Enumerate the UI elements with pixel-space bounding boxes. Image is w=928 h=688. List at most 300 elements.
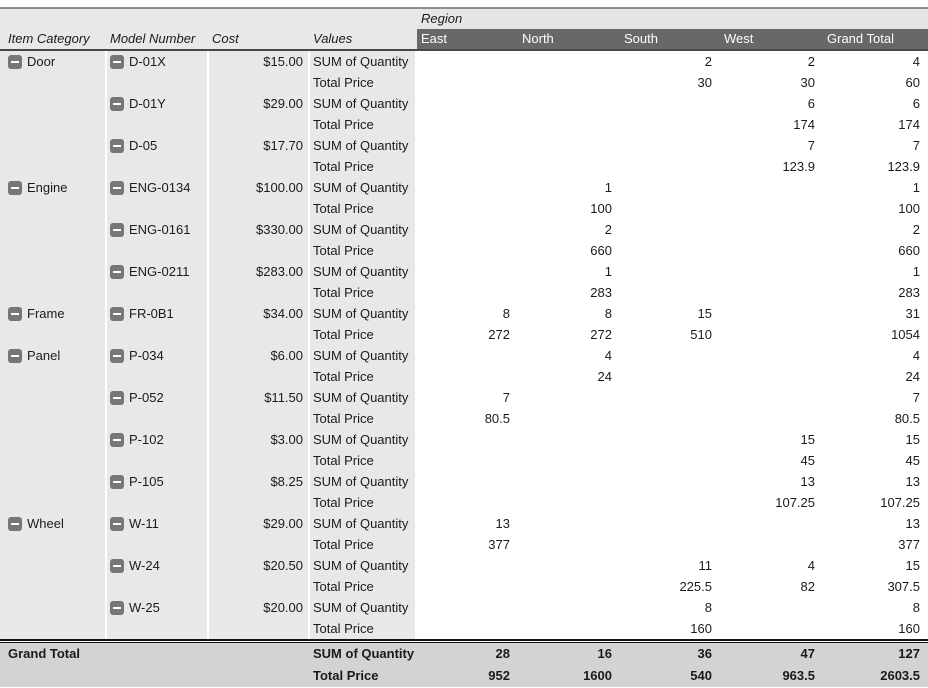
category-cell xyxy=(0,387,107,408)
value-cell-grand-total: 123.9 xyxy=(823,156,928,177)
value-cell-north: 660 xyxy=(518,240,620,261)
header-east: East xyxy=(417,29,518,49)
model-cell xyxy=(107,471,209,492)
header-row xyxy=(0,29,928,51)
value-cell-east xyxy=(417,156,518,177)
values-label-cell: Total Price xyxy=(310,324,417,345)
cost-cell-empty xyxy=(209,618,310,639)
minus-icon xyxy=(113,397,121,399)
quantity-row xyxy=(0,471,928,492)
value-cell-west xyxy=(720,597,823,618)
values-label-cell: Total Price xyxy=(310,114,417,135)
value-cell-south xyxy=(620,408,720,429)
pivot-table xyxy=(0,7,928,687)
cost-cell: $283.00 xyxy=(209,261,310,282)
model-label: D-01X xyxy=(129,54,166,69)
value-cell-north xyxy=(518,597,620,618)
model-cell-empty xyxy=(107,408,209,429)
header-grand-total: Grand Total xyxy=(823,29,928,49)
value-cell-west: 13 xyxy=(720,471,823,492)
price-row xyxy=(0,408,928,429)
category-label: Wheel xyxy=(27,516,64,531)
price-row xyxy=(0,156,928,177)
value-cell-south xyxy=(620,261,720,282)
minus-icon xyxy=(113,271,121,273)
category-cell xyxy=(0,93,107,114)
header-cost: Cost xyxy=(209,29,310,49)
value-cell-grand-total: 7 xyxy=(823,387,928,408)
value-cell-west xyxy=(720,408,823,429)
value-cell-north: 272 xyxy=(518,324,620,345)
value-cell-north xyxy=(518,156,620,177)
grand-total-quantity-row xyxy=(0,643,928,665)
value-cell-north xyxy=(518,408,620,429)
value-cell-south xyxy=(620,219,720,240)
value-cell-east xyxy=(417,261,518,282)
price-row xyxy=(0,282,928,303)
category-label: Door xyxy=(27,54,56,69)
value-cell-east: 377 xyxy=(417,534,518,555)
category-cell xyxy=(0,135,107,156)
minus-icon xyxy=(11,187,19,189)
value-cell-grand-total: 2 xyxy=(823,219,928,240)
price-row xyxy=(0,366,928,387)
model-cell-empty xyxy=(107,534,209,555)
values-label-cell: Total Price xyxy=(310,618,417,639)
cost-cell: $20.00 xyxy=(209,597,310,618)
values-label-cell: Total Price xyxy=(310,576,417,597)
model-label: FR-0B1 xyxy=(129,306,174,321)
model-label: W-24 xyxy=(129,558,160,573)
category-cell xyxy=(0,513,107,534)
cost-cell: $20.50 xyxy=(209,555,310,576)
header-model-number: Model Number xyxy=(107,29,209,49)
quantity-row xyxy=(0,387,928,408)
value-cell-south xyxy=(620,177,720,198)
cost-cell-empty xyxy=(209,198,310,219)
grand-total-price-total: 2603.5 xyxy=(823,665,928,687)
price-row xyxy=(0,492,928,513)
value-cell-east xyxy=(417,51,518,72)
category-cell-empty xyxy=(0,534,107,555)
category-cell-empty xyxy=(0,324,107,345)
collapse-model-button[interactable] xyxy=(110,559,124,573)
minus-icon xyxy=(113,313,121,315)
category-cell xyxy=(0,597,107,618)
cost-cell: $100.00 xyxy=(209,177,310,198)
values-label-cell: SUM of Quantity xyxy=(310,555,417,576)
category-cell xyxy=(0,471,107,492)
values-label-cell: SUM of Quantity xyxy=(310,513,417,534)
values-label-cell: SUM of Quantity xyxy=(310,303,417,324)
model-label: D-05 xyxy=(129,138,158,153)
value-cell-grand-total: 377 xyxy=(823,534,928,555)
category-cell xyxy=(0,51,107,72)
values-label-cell: Total Price xyxy=(310,534,417,555)
category-cell-empty xyxy=(0,450,107,471)
value-cell-south: 11 xyxy=(620,555,720,576)
value-cell-east xyxy=(417,198,518,219)
collapse-model-button[interactable] xyxy=(110,433,124,447)
category-cell xyxy=(0,261,107,282)
value-cell-west xyxy=(720,198,823,219)
value-cell-west: 7 xyxy=(720,135,823,156)
value-cell-west: 107.25 xyxy=(720,492,823,513)
value-cell-east xyxy=(417,282,518,303)
value-cell-grand-total: 4 xyxy=(823,51,928,72)
collapse-model-button[interactable] xyxy=(110,391,124,405)
cost-cell: $3.00 xyxy=(209,429,310,450)
value-cell-west xyxy=(720,618,823,639)
value-cell-north xyxy=(518,534,620,555)
values-label-cell: SUM of Quantity xyxy=(310,219,417,240)
value-cell-east xyxy=(417,93,518,114)
value-cell-south: 15 xyxy=(620,303,720,324)
value-cell-east xyxy=(417,492,518,513)
cost-cell-empty xyxy=(209,366,310,387)
value-cell-west: 82 xyxy=(720,576,823,597)
value-cell-south xyxy=(620,513,720,534)
model-label: W-25 xyxy=(129,600,160,615)
value-cell-east xyxy=(417,597,518,618)
cost-cell: $17.70 xyxy=(209,135,310,156)
grand-total-label: Grand Total xyxy=(0,643,107,665)
value-cell-west xyxy=(720,240,823,261)
cost-cell-empty xyxy=(209,72,310,93)
category-cell-empty xyxy=(0,72,107,93)
value-cell-grand-total: 174 xyxy=(823,114,928,135)
values-label-cell: SUM of Quantity xyxy=(310,345,417,366)
values-label-cell: SUM of Quantity xyxy=(310,261,417,282)
category-label: Panel xyxy=(27,348,61,363)
collapse-model-button[interactable] xyxy=(110,349,124,363)
value-cell-west xyxy=(720,303,823,324)
category-cell-empty xyxy=(0,366,107,387)
value-cell-west: 15 xyxy=(720,429,823,450)
cost-cell-empty xyxy=(209,324,310,345)
collapse-category-button[interactable] xyxy=(8,307,22,321)
grand-total-price-north: 1600 xyxy=(518,665,620,687)
category-cell xyxy=(0,429,107,450)
minus-icon xyxy=(11,313,19,315)
category-cell-empty xyxy=(0,492,107,513)
value-cell-north xyxy=(518,492,620,513)
minus-icon xyxy=(113,103,121,105)
value-cell-east xyxy=(417,345,518,366)
cost-cell: $6.00 xyxy=(209,345,310,366)
quantity-row xyxy=(0,513,928,534)
model-cell xyxy=(107,51,209,72)
value-cell-west xyxy=(720,366,823,387)
grand-total-quantity-label: SUM of Quantity xyxy=(310,643,417,665)
model-label: ENG-0134 xyxy=(129,180,191,195)
quantity-row xyxy=(0,345,928,366)
value-cell-west xyxy=(720,387,823,408)
value-cell-grand-total: 1 xyxy=(823,261,928,282)
value-cell-south: 510 xyxy=(620,324,720,345)
model-cell xyxy=(107,555,209,576)
cost-cell-empty xyxy=(209,450,310,471)
model-cell xyxy=(107,303,209,324)
model-cell-empty xyxy=(107,282,209,303)
quantity-row xyxy=(0,303,928,324)
value-cell-south xyxy=(620,345,720,366)
values-label-cell: SUM of Quantity xyxy=(310,471,417,492)
category-label: Frame xyxy=(27,306,65,321)
collapse-model-button[interactable] xyxy=(110,601,124,615)
cost-cell-empty xyxy=(209,492,310,513)
value-cell-north xyxy=(518,471,620,492)
value-cell-south xyxy=(620,156,720,177)
value-cell-west xyxy=(720,219,823,240)
values-label-cell: Total Price xyxy=(310,156,417,177)
value-cell-grand-total: 15 xyxy=(823,555,928,576)
value-cell-grand-total: 7 xyxy=(823,135,928,156)
grand-total-price-label: Total Price xyxy=(310,665,417,687)
category-cell-empty xyxy=(0,618,107,639)
minus-icon xyxy=(113,61,121,63)
collapse-category-button[interactable] xyxy=(8,55,22,69)
model-cell xyxy=(107,261,209,282)
value-cell-south xyxy=(620,282,720,303)
quantity-row xyxy=(0,261,928,282)
value-cell-east xyxy=(417,240,518,261)
grand-total-qty-east: 28 xyxy=(417,643,518,665)
value-cell-south xyxy=(620,534,720,555)
value-cell-grand-total: 160 xyxy=(823,618,928,639)
quantity-row xyxy=(0,51,928,72)
cost-cell: $34.00 xyxy=(209,303,310,324)
price-row xyxy=(0,450,928,471)
value-cell-north xyxy=(518,387,620,408)
cost-cell-empty xyxy=(209,408,310,429)
value-cell-south xyxy=(620,471,720,492)
values-label-cell: SUM of Quantity xyxy=(310,177,417,198)
value-cell-north xyxy=(518,450,620,471)
quantity-row xyxy=(0,555,928,576)
value-cell-east xyxy=(417,471,518,492)
price-row xyxy=(0,618,928,639)
values-label-cell: Total Price xyxy=(310,282,417,303)
value-cell-grand-total: 80.5 xyxy=(823,408,928,429)
value-cell-south: 160 xyxy=(620,618,720,639)
value-cell-east: 272 xyxy=(417,324,518,345)
values-label-cell: SUM of Quantity xyxy=(310,135,417,156)
value-cell-east xyxy=(417,555,518,576)
category-cell-empty xyxy=(0,576,107,597)
value-cell-west xyxy=(720,345,823,366)
category-label: Engine xyxy=(27,180,68,195)
header-item-category: Item Category xyxy=(0,29,107,49)
price-row xyxy=(0,324,928,345)
category-cell xyxy=(0,177,107,198)
model-label: ENG-0161 xyxy=(129,222,191,237)
cost-cell: $29.00 xyxy=(209,93,310,114)
model-label: P-105 xyxy=(129,474,164,489)
price-row xyxy=(0,198,928,219)
region-label: Region xyxy=(417,9,928,29)
values-label-cell: Total Price xyxy=(310,366,417,387)
value-cell-south xyxy=(620,114,720,135)
values-label-cell: Total Price xyxy=(310,492,417,513)
value-cell-grand-total: 15 xyxy=(823,429,928,450)
collapse-model-button[interactable] xyxy=(110,475,124,489)
cost-cell: $330.00 xyxy=(209,219,310,240)
grand-total-price-row xyxy=(0,665,928,687)
value-cell-north xyxy=(518,576,620,597)
collapse-category-button[interactable] xyxy=(8,181,22,195)
value-cell-east xyxy=(417,429,518,450)
cost-cell: $8.25 xyxy=(209,471,310,492)
minus-icon xyxy=(113,481,121,483)
value-cell-north xyxy=(518,93,620,114)
collapse-category-button[interactable] xyxy=(8,349,22,363)
value-cell-west: 6 xyxy=(720,93,823,114)
category-cell-empty xyxy=(0,114,107,135)
value-cell-west: 2 xyxy=(720,51,823,72)
model-label: P-102 xyxy=(129,432,164,447)
value-cell-north xyxy=(518,114,620,135)
cost-cell-empty xyxy=(209,534,310,555)
quantity-row xyxy=(0,177,928,198)
collapse-model-button[interactable] xyxy=(110,517,124,531)
value-cell-west: 123.9 xyxy=(720,156,823,177)
model-label: ENG-0211 xyxy=(129,264,190,279)
value-cell-north xyxy=(518,555,620,576)
value-cell-east: 80.5 xyxy=(417,408,518,429)
category-cell xyxy=(0,555,107,576)
values-label-cell: Total Price xyxy=(310,240,417,261)
value-cell-east xyxy=(417,177,518,198)
value-cell-grand-total: 24 xyxy=(823,366,928,387)
quantity-row xyxy=(0,597,928,618)
price-row xyxy=(0,240,928,261)
quantity-row xyxy=(0,135,928,156)
minus-icon xyxy=(11,61,19,63)
minus-icon xyxy=(11,355,19,357)
collapse-model-button[interactable] xyxy=(110,139,124,153)
collapse-model-button[interactable] xyxy=(110,307,124,321)
value-cell-north xyxy=(518,135,620,156)
value-cell-north xyxy=(518,618,620,639)
category-cell xyxy=(0,345,107,366)
minus-icon xyxy=(113,607,121,609)
model-label: P-052 xyxy=(129,390,164,405)
value-cell-grand-total: 283 xyxy=(823,282,928,303)
value-cell-grand-total: 1054 xyxy=(823,324,928,345)
values-label-cell: Total Price xyxy=(310,72,417,93)
collapse-model-button[interactable] xyxy=(110,97,124,111)
cost-cell-empty xyxy=(209,240,310,261)
cost-cell-empty xyxy=(209,114,310,135)
model-cell xyxy=(107,345,209,366)
value-cell-north: 100 xyxy=(518,198,620,219)
values-label-cell: SUM of Quantity xyxy=(310,387,417,408)
value-cell-grand-total: 100 xyxy=(823,198,928,219)
model-cell xyxy=(107,597,209,618)
value-cell-north: 283 xyxy=(518,282,620,303)
price-row xyxy=(0,534,928,555)
value-cell-south xyxy=(620,198,720,219)
region-row-left-spacer xyxy=(0,9,417,29)
minus-icon xyxy=(113,355,121,357)
collapse-model-button[interactable] xyxy=(110,223,124,237)
header-north: North xyxy=(518,29,620,49)
grand-total-price-east: 952 xyxy=(417,665,518,687)
cost-cell-empty xyxy=(209,576,310,597)
value-cell-west xyxy=(720,177,823,198)
model-cell-empty xyxy=(107,324,209,345)
value-cell-grand-total: 8 xyxy=(823,597,928,618)
value-cell-west: 174 xyxy=(720,114,823,135)
collapse-model-button[interactable] xyxy=(110,265,124,279)
model-cell xyxy=(107,219,209,240)
value-cell-south xyxy=(620,492,720,513)
value-cell-grand-total: 13 xyxy=(823,513,928,534)
model-cell xyxy=(107,387,209,408)
value-cell-west xyxy=(720,513,823,534)
values-label-cell: SUM of Quantity xyxy=(310,51,417,72)
model-cell-empty xyxy=(107,450,209,471)
model-cell-empty xyxy=(107,156,209,177)
collapse-model-button[interactable] xyxy=(110,55,124,69)
value-cell-west xyxy=(720,282,823,303)
cost-cell: $15.00 xyxy=(209,51,310,72)
model-cell xyxy=(107,93,209,114)
price-row xyxy=(0,72,928,93)
value-cell-east xyxy=(417,366,518,387)
value-cell-grand-total: 307.5 xyxy=(823,576,928,597)
value-cell-north xyxy=(518,513,620,534)
value-cell-west xyxy=(720,261,823,282)
value-cell-east xyxy=(417,450,518,471)
grand-total-qty-south: 36 xyxy=(620,643,720,665)
value-cell-west xyxy=(720,324,823,345)
cost-cell-empty xyxy=(209,282,310,303)
value-cell-north: 4 xyxy=(518,345,620,366)
value-cell-south: 30 xyxy=(620,72,720,93)
model-cell-empty xyxy=(107,72,209,93)
price-row xyxy=(0,576,928,597)
value-cell-south xyxy=(620,429,720,450)
collapse-category-button[interactable] xyxy=(8,517,22,531)
value-cell-west xyxy=(720,534,823,555)
category-cell-empty xyxy=(0,240,107,261)
value-cell-east xyxy=(417,135,518,156)
value-cell-grand-total: 107.25 xyxy=(823,492,928,513)
minus-icon xyxy=(113,229,121,231)
value-cell-east: 7 xyxy=(417,387,518,408)
model-cell xyxy=(107,177,209,198)
value-cell-grand-total: 45 xyxy=(823,450,928,471)
value-cell-west: 45 xyxy=(720,450,823,471)
value-cell-north: 2 xyxy=(518,219,620,240)
value-cell-east: 8 xyxy=(417,303,518,324)
collapse-model-button[interactable] xyxy=(110,181,124,195)
values-label-cell: SUM of Quantity xyxy=(310,429,417,450)
cost-cell: $29.00 xyxy=(209,513,310,534)
minus-icon xyxy=(11,523,19,525)
values-label-cell: SUM of Quantity xyxy=(310,93,417,114)
value-cell-grand-total: 6 xyxy=(823,93,928,114)
grand-total-qty-north: 16 xyxy=(518,643,620,665)
model-cell-empty xyxy=(107,240,209,261)
value-cell-east: 13 xyxy=(417,513,518,534)
category-cell-empty xyxy=(0,198,107,219)
value-cell-south xyxy=(620,387,720,408)
value-cell-north xyxy=(518,51,620,72)
value-cell-north: 24 xyxy=(518,366,620,387)
